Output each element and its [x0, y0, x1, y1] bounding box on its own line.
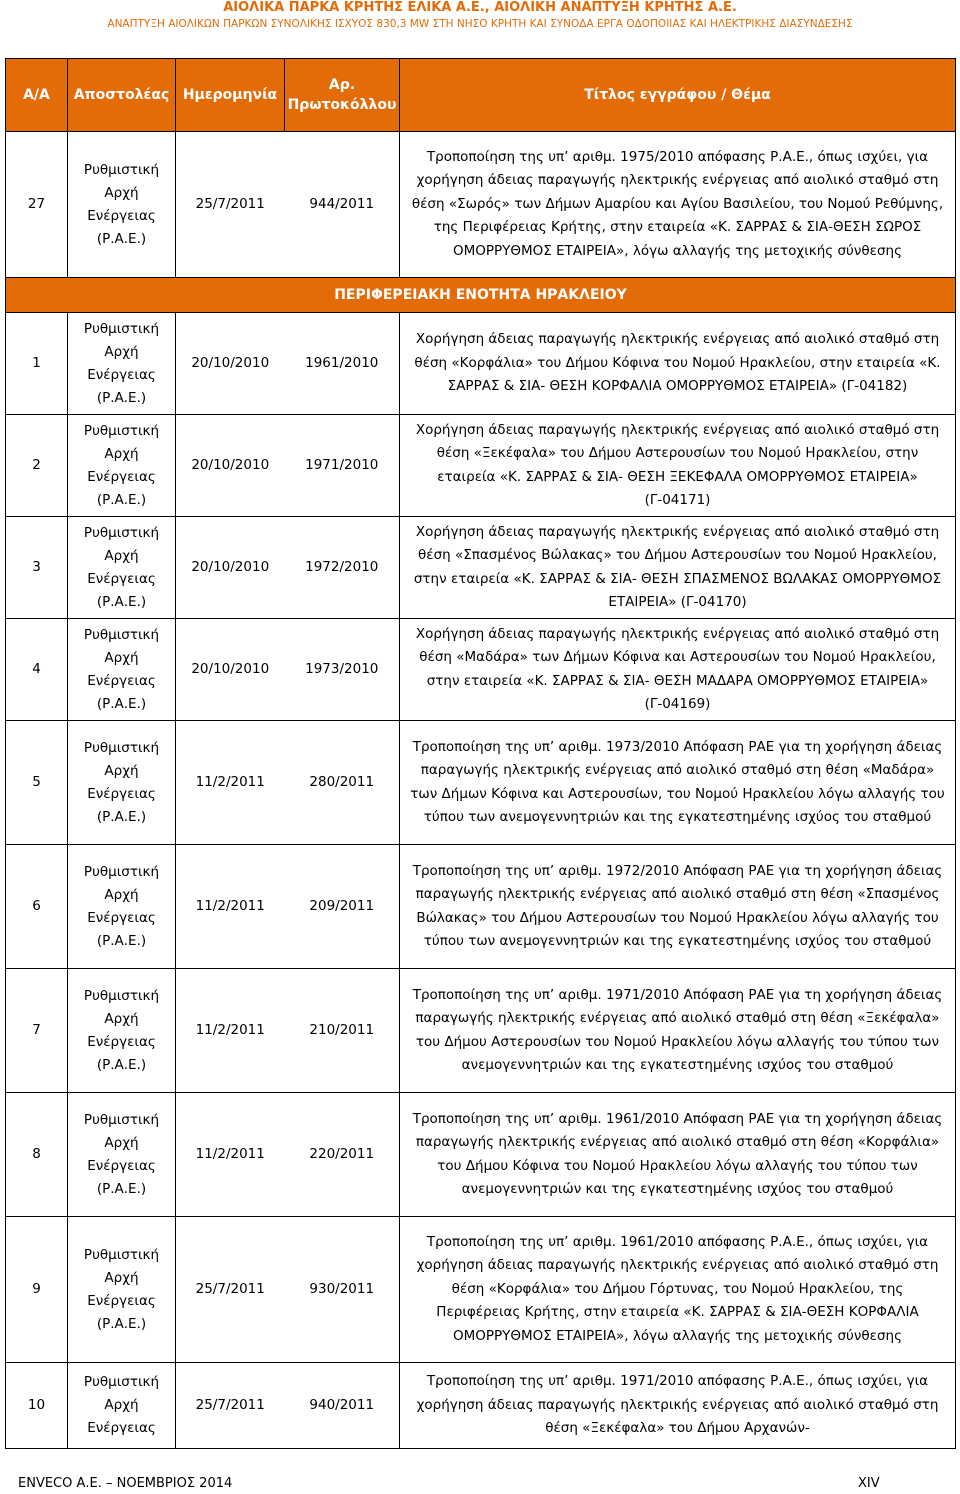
table-row	[6, 1363, 956, 1449]
row-title: Τροποποίηση της υπ’ αριθμ. 1961/2010 Απόφαση ΡΑΕ για τη χορήγηση άδειας παραγωγής ηλεκτρικής ενέργειας από αιολικό σταθμό στη θέση «Κορφάλια» του Δήμου Κόφινα του Νομού Ηρακλείου λόγω αλλαγής του τύπου των ανεμογεννητριών και της εγκατεστημένης ισχύος του σταθμού	[400, 1093, 956, 1217]
row-sender: Ρυθμιστική Αρχή Ενέργειας (Ρ.Α.Ε.)	[68, 619, 176, 721]
row-title: Χορήγηση άδειας παραγωγής ηλεκτρικής ενέργειας από αιολικό σταθμό στη θέση «Μαδάρα» των Δήμων Κόφινα και Αστερουσίων του Νομού Ηρακλείου, στην εταιρεία «Κ. ΣΑΡΡΑΣ & ΣΙΑ- ΘΕΣΗ ΜΑΔΑΡΑ ΟΜΟΡΡΥΘΜΟΣ ΕΤΑΙΡΕΙΑ» (Γ-04169)	[400, 619, 956, 721]
header-line-2: ΑΝΑΠΤΥΞΗ ΑΙΟΛΙΚΩΝ ΠΑΡΚΩΝ ΣΥΝΟΛΙΚΗΣ ΙΣΧΥΟΣ 830,3 MW ΣΤΗ ΝΗΣΟ ΚΡΗΤΗ ΚΑΙ ΣΥΝΟΔΑ ΕΡΓΑ ΟΔΟΠΟΙΙΑΣ ΚΑΙ ΗΛΕΚΤΡΙΚΗΣ ΔΙΑΣΥΝΔΕΣΗΣ	[107, 18, 853, 30]
row-title: Τροποποίηση της υπ’ αριθμ. 1973/2010 Απόφαση ΡΑΕ για τη χορήγηση άδειας παραγωγής ηλεκτρικής ενέργειας από αιολικό σταθμό στη θέση «Μαδάρα» των Δήμων Κόφινα και Αστερουσίων, του Νομού Ηρακλείου λόγω αλλαγής του τύπου των ανεμογεννητριών και της εγκατεστημένης ισχύος του σταθμού	[400, 721, 956, 845]
row-aa: 2	[6, 415, 68, 517]
table-row	[6, 132, 956, 278]
table-row	[6, 721, 956, 845]
row-date: 25/7/2011	[176, 132, 285, 278]
row-date: 25/7/2011	[176, 1363, 285, 1449]
row-sender: Ρυθμιστική Αρχή Ενέργειας (Ρ.Α.Ε.)	[68, 517, 176, 619]
column-header-sender: Αποστολέας	[68, 59, 176, 132]
row-sender: Ρυθμιστική Αρχή Ενέργειας (Ρ.Α.Ε.)	[68, 845, 176, 969]
row-sender: Ρυθμιστική Αρχή Ενέργειας (Ρ.Α.Ε.)	[68, 1093, 176, 1217]
column-header-protocol: Αρ. Πρωτοκόλλου	[285, 59, 400, 132]
row-aa: 8	[6, 1093, 68, 1217]
table-row	[6, 415, 956, 517]
row-title: Χορήγηση άδειας παραγωγής ηλεκτρικής ενέργειας από αιολικό σταθμό στη θέση «Ξεκέφαλα» του Δήμου Αστερουσίων του Νομού Ηρακλείου, στην εταιρεία «Κ. ΣΑΡΡΑΣ & ΣΙΑ- ΘΕΣΗ ΞΕΚΕΦΑΛΑ ΟΜΟΡΡΥΘΜΟΣ ΕΤΑΙΡΕΙΑ» (Γ-04171)	[400, 415, 956, 517]
row-aa: 27	[6, 132, 68, 278]
row-sender: Ρυθμιστική Αρχή Ενέργειας (Ρ.Α.Ε.)	[68, 132, 176, 278]
row-sender: Ρυθμιστική Αρχή Ενέργειας (Ρ.Α.Ε.)	[68, 721, 176, 845]
row-aa: 6	[6, 845, 68, 969]
row-date: 25/7/2011	[176, 1217, 285, 1363]
row-protocol: 944/2011	[285, 132, 400, 278]
table-row	[6, 1093, 956, 1217]
row-aa: 5	[6, 721, 68, 845]
section-title: ΠΕΡΙΦΕΡΕΙΑΚΗ ΕΝΟΤΗΤΑ ΗΡΑΚΛΕΙΟΥ	[6, 278, 956, 313]
row-date: 20/10/2010	[176, 313, 285, 415]
section-row	[6, 278, 956, 313]
correspondence-table	[5, 58, 956, 1449]
footer-page-number: XIV	[858, 1476, 880, 1491]
row-aa: 7	[6, 969, 68, 1093]
row-protocol: 1961/2010	[285, 313, 400, 415]
row-title: Τροποποίηση της υπ’ αριθμ. 1961/2010 απόφασης Ρ.Α.Ε., όπως ισχύει, για χορήγηση άδειας παραγωγής ηλεκτρικής ενέργειας από αιολικό σταθμό στη θέση «Κορφάλια» του Δήμου Γόρτυνας, του Νομού Ηρακλείου, της Περιφέρειας Κρήτης, στην εταιρεία «Κ. ΣΑΡΡΑΣ & ΣΙΑ-ΘΕΣΗ ΚΟΡΦΑΛΙΑ ΟΜΟΡΡΥΘΜΟΣ ΕΤΑΙΡΕΙΑ», λόγω αλλαγής της μετοχικής σύνθεσης	[400, 1217, 956, 1363]
row-title: Τροποποίηση της υπ’ αριθμ. 1971/2010 Απόφαση ΡΑΕ για τη χορήγηση άδειας παραγωγής ηλεκτρικής ενέργειας από αιολικό σταθμό στη θέση «Ξεκέφαλα» του Δήμου Αστερουσίων του Νομού Ηρακλείου λόγω αλλαγής του τύπου των ανεμογεννητριών και της εγκατεστημένης ισχύος του σταθμού	[400, 969, 956, 1093]
row-protocol: 220/2011	[285, 1093, 400, 1217]
row-date: 20/10/2010	[176, 415, 285, 517]
row-protocol: 1971/2010	[285, 415, 400, 517]
row-date: 11/2/2011	[176, 721, 285, 845]
table-row	[6, 619, 956, 721]
table-row	[6, 845, 956, 969]
row-title: Τροποποίηση της υπ’ αριθμ. 1971/2010 απόφασης Ρ.Α.Ε., όπως ισχύει, για χορήγηση άδειας παραγωγής ηλεκτρικής ενέργειας από αιολικό σταθμό στη θέση «Ξεκέφαλα» του Δήμου Αρχανών-	[400, 1363, 956, 1449]
row-aa: 4	[6, 619, 68, 721]
row-title: Χορήγηση άδειας παραγωγής ηλεκτρικής ενέργειας από αιολικό σταθμό στη θέση «Σπασμένος Βώλακας» του Δήμου Αστερουσίων του Νομού Ηρακλείου, στην εταιρεία «Κ. ΣΑΡΡΑΣ & ΣΙΑ- ΘΕΣΗ ΣΠΑΣΜΕΝΟΣ ΒΩΛΑΚΑΣ ΟΜΟΡΡΥΘΜΟΣ ΕΤΑΙΡΕΙΑ» (Γ-04170)	[400, 517, 956, 619]
row-title: Τροποποίηση της υπ’ αριθμ. 1975/2010 απόφασης Ρ.Α.Ε., όπως ισχύει, για χορήγηση άδειας παραγωγής ηλεκτρικής ενέργειας από αιολικό σταθμό στη θέση «Σωρός» των Δήμων Αμαρίου και Αγίου Βασιλείου, του Νομού Ρεθύμνης, της Περιφέρειας Κρήτης, στην εταιρεία «Κ. ΣΑΡΡΑΣ & ΣΙΑ-ΘΕΣΗ ΣΩΡΟΣ ΟΜΟΡΡΥΘΜΟΣ ΕΤΑΙΡΕΙΑ», λόγω αλλαγής της μετοχικής σύνθεσης	[400, 132, 956, 278]
row-protocol: 209/2011	[285, 845, 400, 969]
row-aa: 1	[6, 313, 68, 415]
row-title: Τροποποίηση της υπ’ αριθμ. 1972/2010 Απόφαση ΡΑΕ για τη χορήγηση άδειας παραγωγής ηλεκτρικής ενέργειας από αιολικό σταθμό στη θέση «Σπασμένος Βώλακας» του Δήμου Αστερουσίων του Νομού Ηρακλείου λόγω αλλαγής του τύπου των ανεμογεννητριών και της εγκατεστημένης ισχύος του σταθμού	[400, 845, 956, 969]
column-header-aa: Α/Α	[6, 59, 68, 132]
row-protocol: 1973/2010	[285, 619, 400, 721]
row-date: 11/2/2011	[176, 1093, 285, 1217]
row-date: 20/10/2010	[176, 619, 285, 721]
row-sender: Ρυθμιστική Αρχή Ενέργειας (Ρ.Α.Ε.)	[68, 313, 176, 415]
table-header-row	[6, 59, 956, 132]
row-sender: Ρυθμιστική Αρχή Ενέργειας (Ρ.Α.Ε.)	[68, 1217, 176, 1363]
row-sender: Ρυθμιστική Αρχή Ενέργειας	[68, 1363, 176, 1449]
table-row	[6, 969, 956, 1093]
row-date: 11/2/2011	[176, 969, 285, 1093]
row-sender: Ρυθμιστική Αρχή Ενέργειας (Ρ.Α.Ε.)	[68, 415, 176, 517]
table-row	[6, 1217, 956, 1363]
footer-left: ENVECO Α.Ε. – ΝΟΕΜΒΡΙΟΣ 2014	[18, 1476, 233, 1491]
row-aa: 3	[6, 517, 68, 619]
row-protocol: 280/2011	[285, 721, 400, 845]
table-row	[6, 313, 956, 415]
row-date: 11/2/2011	[176, 845, 285, 969]
row-aa: 9	[6, 1217, 68, 1363]
row-sender: Ρυθμιστική Αρχή Ενέργειας (Ρ.Α.Ε.)	[68, 969, 176, 1093]
table-row	[6, 517, 956, 619]
row-date: 20/10/2010	[176, 517, 285, 619]
column-header-date: Ημερομηνία	[176, 59, 285, 132]
row-aa: 10	[6, 1363, 68, 1449]
row-protocol: 1972/2010	[285, 517, 400, 619]
row-protocol: 940/2011	[285, 1363, 400, 1449]
column-header-title: Τίτλος εγγράφου / Θέμα	[400, 59, 956, 132]
row-protocol: 930/2011	[285, 1217, 400, 1363]
row-title: Χορήγηση άδειας παραγωγής ηλεκτρικής ενέργειας από αιολικό σταθμό στη θέση «Κορφάλια» του Δήμου Κόφινα του Νομού Ηρακλείου, στην εταιρεία «Κ. ΣΑΡΡΑΣ & ΣΙΑ- ΘΕΣΗ ΚΟΡΦΑΛΙΑ ΟΜΟΡΡΥΘΜΟΣ ΕΤΑΙΡΕΙΑ» (Γ-04182)	[400, 313, 956, 415]
header-line-1: ΑΙΟΛΙΚΑ ΠΑΡΚΑ ΚΡΗΤΗΣ ΕΛΙΚΑ Α.Ε., ΑΙΟΛΙΚΗ ΑΝΑΠΤΥΞΗ ΚΡΗΤΗΣ Α.Ε.	[223, 0, 737, 15]
table-body	[6, 132, 956, 1449]
row-protocol: 210/2011	[285, 969, 400, 1093]
